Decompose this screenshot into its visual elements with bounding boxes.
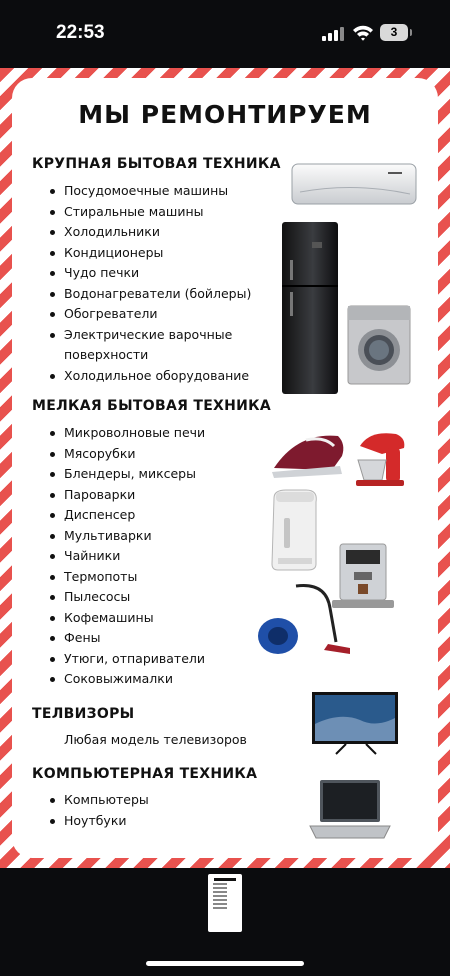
poster-title: МЫ РЕМОНТИРУЕМ bbox=[78, 100, 372, 129]
list-item: Диспенсер bbox=[50, 505, 270, 526]
section-title-small-appliances: МЕЛКАЯ БЫТОВАЯ ТЕХНИКА bbox=[32, 398, 272, 414]
refrigerator-image bbox=[280, 220, 340, 396]
home-indicator[interactable] bbox=[146, 961, 304, 966]
section-title-tv: ТЕЛВИЗОРЫ bbox=[32, 706, 135, 722]
poster-image bbox=[0, 68, 450, 868]
list-item: Кофемашины bbox=[50, 608, 270, 629]
list-item: Термопоты bbox=[50, 567, 270, 588]
list-item: Соковыжималки bbox=[50, 669, 270, 690]
list-item: Кондиционеры bbox=[50, 243, 280, 264]
list-item: Холодильники bbox=[50, 222, 280, 243]
list-large-appliances bbox=[50, 181, 280, 386]
list-item: Посудомоечные машины bbox=[50, 181, 280, 202]
list-item: Чудо печки bbox=[50, 263, 280, 284]
vacuum-cleaner-image bbox=[256, 578, 352, 660]
wifi-icon bbox=[352, 24, 374, 42]
list-item: Стиральные машины bbox=[50, 202, 280, 223]
list-item: Блендеры, миксеры bbox=[50, 464, 270, 485]
list-item: Мультиварки bbox=[50, 526, 270, 547]
list-item: Ноутбуки bbox=[50, 811, 149, 832]
list-item: Чайники bbox=[50, 546, 270, 567]
list-item: Фены bbox=[50, 628, 270, 649]
list-computers bbox=[50, 790, 149, 831]
air-conditioner-image bbox=[290, 160, 418, 208]
list-item: Водонагреватели (бойлеры) bbox=[50, 284, 280, 305]
battery-icon: 3 bbox=[380, 24, 408, 41]
cellular-signal-icon bbox=[322, 27, 344, 41]
status-time: 22:53 bbox=[56, 22, 105, 43]
list-item: Пароварки bbox=[50, 485, 270, 506]
list-item: Компьютеры bbox=[50, 790, 149, 811]
list-item: Электрические варочные поверхности bbox=[50, 325, 259, 366]
list-item: Микроволновые печи bbox=[50, 423, 270, 444]
list-item: Обогреватели bbox=[50, 304, 280, 325]
section-title-large-appliances: КРУПНАЯ БЫТОВАЯ ТЕХНИКА bbox=[32, 156, 281, 172]
section-title-computers: КОМПЬЮТЕРНАЯ ТЕХНИКА bbox=[32, 766, 258, 782]
washing-machine-image bbox=[346, 304, 412, 386]
poster-card bbox=[12, 78, 438, 858]
list-item: Утюги, отпариватели bbox=[50, 649, 270, 670]
status-bar bbox=[0, 0, 450, 66]
tv-description: Любая модель телевизоров bbox=[64, 732, 247, 747]
list-item: Мясорубки bbox=[50, 444, 270, 465]
list-item: Пылесосы bbox=[50, 587, 270, 608]
list-item: Холодильное оборудование bbox=[50, 366, 280, 387]
image-thumbnail[interactable] bbox=[208, 874, 242, 932]
list-small-appliances bbox=[50, 423, 270, 690]
laptop-image bbox=[308, 778, 392, 844]
iron-image bbox=[268, 426, 350, 482]
thermopot-image bbox=[266, 488, 324, 572]
tv-image bbox=[310, 690, 400, 756]
kitchen-mixer-image bbox=[352, 426, 410, 488]
